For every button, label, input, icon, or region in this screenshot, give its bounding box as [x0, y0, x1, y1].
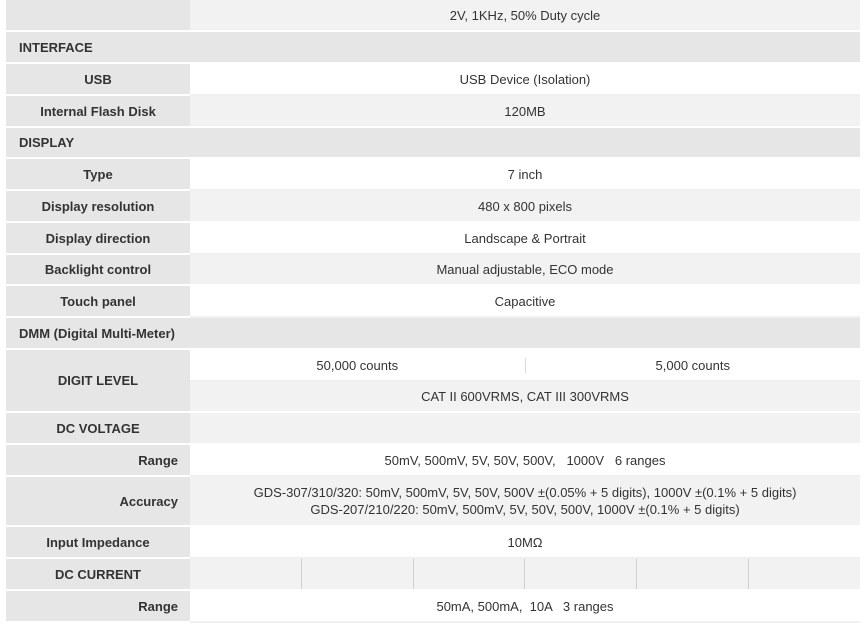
row-value: 7 inch — [190, 159, 860, 191]
row-value: CAT II 600VRMS, CAT III 300VRMS — [190, 382, 860, 413]
row-value: Capacitive — [190, 286, 860, 318]
row-value: 120MB — [190, 96, 860, 128]
grid-col — [636, 559, 748, 589]
section-header-dmm — [6, 318, 860, 350]
split-values — [190, 358, 860, 373]
empty-grid-cell — [190, 559, 860, 591]
section-title: DISPLAY — [6, 128, 860, 159]
row-value: 50mV, 500mV, 5V, 50V, 500V, 1000V 6 ranges — [190, 445, 860, 477]
grid-col — [524, 559, 636, 589]
row-value: 480 x 800 pixels — [190, 191, 860, 223]
row-label: Backlight control — [6, 255, 190, 286]
section-title: INTERFACE — [6, 32, 860, 64]
row-label: Type — [6, 159, 190, 191]
row-label: DC CURRENT — [6, 559, 190, 591]
split-value-cell — [190, 350, 860, 382]
grid-col — [748, 559, 860, 589]
table-row — [6, 159, 860, 191]
empty-label-cell — [6, 0, 190, 32]
row-label: DC VOLTAGE — [6, 413, 190, 445]
row-label: USB — [6, 64, 190, 96]
table-row — [6, 445, 860, 477]
row-label: Touch panel — [6, 286, 190, 318]
grid-col — [190, 559, 301, 589]
table-row — [6, 286, 860, 318]
row-label: Internal Flash Disk — [6, 96, 190, 128]
table-row — [6, 350, 860, 382]
table-row — [6, 559, 860, 591]
row-value: 10MΩ — [190, 527, 860, 559]
table-row — [6, 96, 860, 128]
row-value: Manual adjustable, ECO mode — [190, 255, 860, 286]
digit-value-a: 50,000 counts — [316, 357, 399, 373]
row-value: 50mA, 500mA, 10A 3 ranges — [190, 591, 860, 623]
accuracy-line-1: GDS-307/310/320: 50mV, 500mV, 5V, 50V, 500V ±(0.05% + 5 digits), 1000V ±(0.1% + 5 digits) — [253, 485, 797, 500]
table-row — [6, 477, 860, 527]
column-dividers — [190, 559, 860, 589]
empty-value-cell — [190, 413, 860, 445]
accuracy-value — [190, 477, 860, 527]
section-header-display — [6, 128, 860, 159]
row-label: Accuracy — [6, 477, 190, 527]
grid-col — [301, 559, 413, 589]
table-row — [6, 64, 860, 96]
table-row — [6, 413, 860, 445]
table-row — [6, 191, 860, 223]
row-label: Range — [6, 445, 190, 477]
section-header-interface — [6, 32, 860, 64]
section-title: DMM (Digital Multi-Meter) — [6, 318, 860, 350]
spec-table — [6, 0, 860, 623]
row-label: Range — [6, 591, 190, 623]
table-row — [6, 223, 860, 255]
table-row — [6, 255, 860, 286]
row-value: Landscape & Portrait — [190, 223, 860, 255]
table-row — [6, 0, 860, 32]
row-label: DIGIT LEVEL — [6, 350, 190, 413]
row-label: Display direction — [6, 223, 190, 255]
grid-col — [413, 559, 525, 589]
row-value: USB Device (Isolation) — [190, 64, 860, 96]
digit-value-b: 5,000 counts — [525, 358, 861, 373]
table-row — [6, 591, 860, 623]
accuracy-line-2: GDS-207/210/220: 50mV, 500mV, 5V, 50V, 500V, 1000V ±(0.1% + 5 digits) — [310, 502, 740, 517]
top-value: 2V, 1KHz, 50% Duty cycle — [190, 0, 860, 32]
table-row — [6, 527, 860, 559]
row-label: Input Impedance — [6, 527, 190, 559]
row-label: Display resolution — [6, 191, 190, 223]
